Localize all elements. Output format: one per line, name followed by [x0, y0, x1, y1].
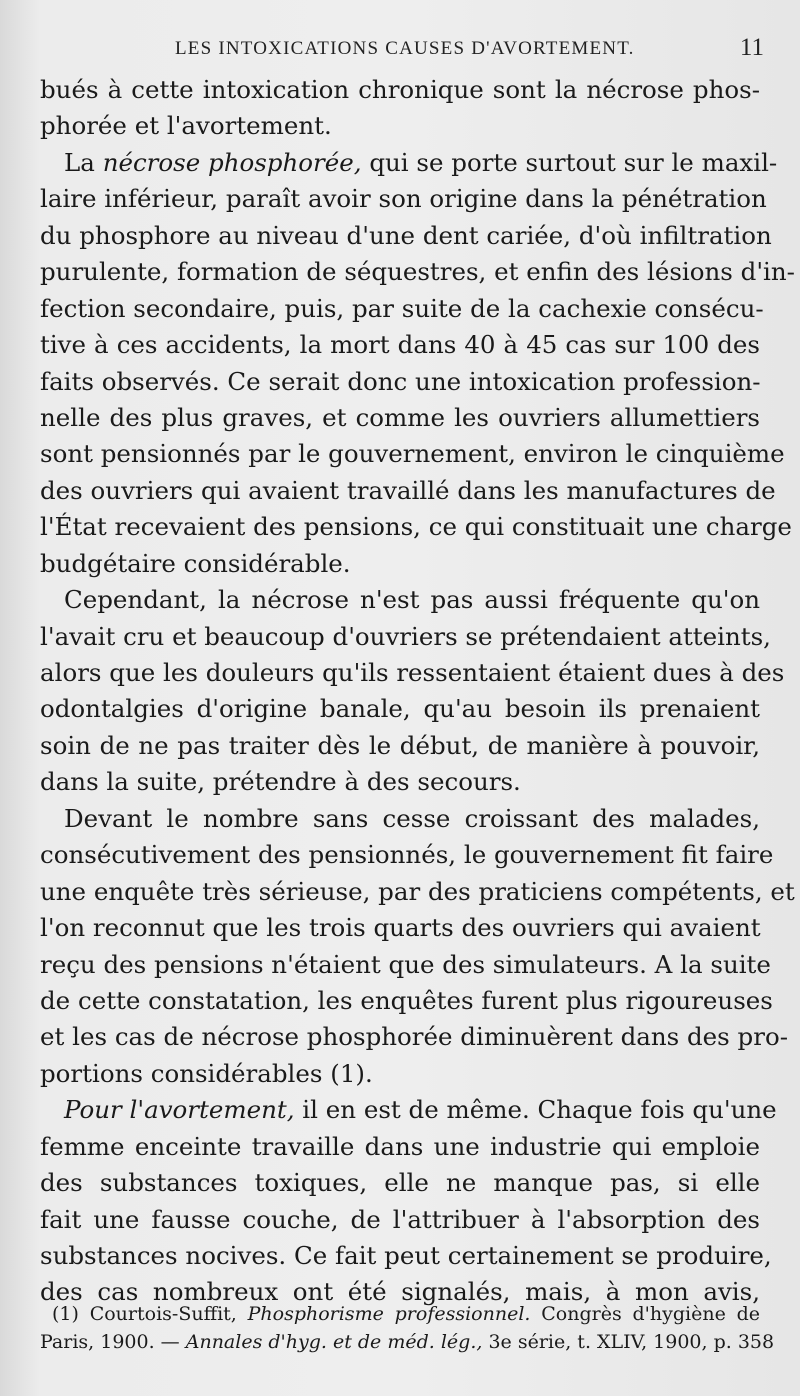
footnote-italic: Annales d'hyg. et de méd. lég.,: [185, 1331, 483, 1353]
text-line: substances nocives. Ce fait peut certainement se produire,: [40, 1241, 772, 1270]
footnote-line: [40, 1328, 775, 1356]
text-line: fait une fausse couche, de l'attribuer à l'absorption des: [40, 1204, 760, 1234]
footnote-line: [40, 1300, 760, 1328]
text-line: des cas nombreux ont été signalés, mais, à mon avis,: [40, 1277, 760, 1307]
footnote-italic: Phosphorisme professionnel.: [247, 1303, 531, 1325]
text-line: bués à cette intoxication chronique sont la nécrose phos-: [40, 75, 760, 104]
text-line: consécutivement des pensionnés, le gouvernement fit faire: [40, 840, 774, 870]
text-line: laire inférieur, paraît avoir son origine dans la pénétration: [40, 184, 767, 214]
body-text: [40, 72, 795, 1311]
text-span: La: [64, 147, 95, 177]
running-head: LES INTOXICATIONS CAUSES D'AVORTEMENT.: [175, 38, 635, 59]
text-line: tive à ces accidents, la mort dans 40 à 45 cas sur 100 des: [40, 330, 760, 360]
text-line: de cette constatation, les enquêtes furent plus rigoureuses: [40, 985, 773, 1015]
text-line: femme enceinte travaille dans une industrie qui emploie: [40, 1131, 760, 1161]
footnote-text: (1) Courtois-Suffit,: [52, 1303, 237, 1325]
paragraph-start-line: Devant le nombre sans cesse croissant des malades,: [64, 803, 760, 833]
text-line: et les cas de nécrose phosphorée diminuèrent dans des pro-: [40, 1022, 788, 1052]
text-line: alors que les douleurs qu'ils ressentaient étaient dues à des: [40, 658, 785, 687]
text-line: portions considérables (1).: [40, 1058, 373, 1088]
footnote-text: Paris, 1900. —: [40, 1331, 180, 1353]
text-line: phorée et l'avortement.: [40, 111, 332, 141]
page-number: 11: [739, 34, 764, 61]
page-header: [40, 34, 770, 66]
text-line: sont pensionnés par le gouvernement, environ le cinquième: [40, 439, 785, 469]
text-line: faits observés. Ce serait donc une intoxication profession-: [40, 366, 761, 396]
paragraph-start-line: [40, 1092, 777, 1128]
text-line: l'État recevaient des pensions, ce qui constituait une charge: [40, 512, 792, 542]
paragraph-start-line: Cependant, la nécrose n'est pas aussi fréquente qu'on: [64, 585, 760, 615]
text-line: nelle des plus graves, et comme les ouvriers allumettiers: [40, 402, 760, 432]
text-line: purulente, formation de séquestres, et enfin des lésions d'in-: [40, 257, 795, 287]
italic-term: nécrose phosphorée,: [102, 147, 362, 177]
text-line: odontalgies d'origine banale, qu'au besoin ils prenaient: [40, 694, 760, 724]
text-line: soin de ne pas traiter dès le début, de manière à pouvoir,: [40, 730, 760, 760]
text-line: fection secondaire, puis, par suite de la cachexie consécu-: [40, 293, 764, 323]
text-line: budgétaire considérable.: [40, 548, 351, 578]
text-line: l'on reconnut que les trois quarts des ouvriers qui avaient: [40, 913, 761, 943]
paragraph-start-line: [40, 145, 778, 181]
text-line: des substances toxiques, elle ne manque pas, si elle: [40, 1168, 760, 1198]
text-span: il en est de même. Chaque fois qu'une: [302, 1095, 777, 1125]
text-line: reçu des pensions n'étaient que des simulateurs. A la suite: [40, 949, 771, 979]
text-line: une enquête très sérieuse, par des praticiens compétents, et: [40, 876, 795, 906]
text-line: dans la suite, prétendre à des secours.: [40, 767, 521, 797]
footnote-text: Congrès d'hygiène de: [541, 1303, 761, 1325]
footnotes: [40, 1300, 775, 1356]
footnote-text: 3e série, t. XLIV, 1900, p. 358: [488, 1331, 775, 1353]
text-line: du phosphore au niveau d'une dent cariée, d'où infiltration: [40, 220, 772, 250]
text-line: l'avait cru et beaucoup d'ouvriers se prétendaient atteints,: [40, 621, 771, 651]
italic-term: Pour l'avortement,: [64, 1095, 295, 1125]
text-line: des ouvriers qui avaient travaillé dans les manufactures de: [40, 475, 776, 505]
text-span: qui se porte surtout sur le maxil-: [369, 147, 778, 177]
